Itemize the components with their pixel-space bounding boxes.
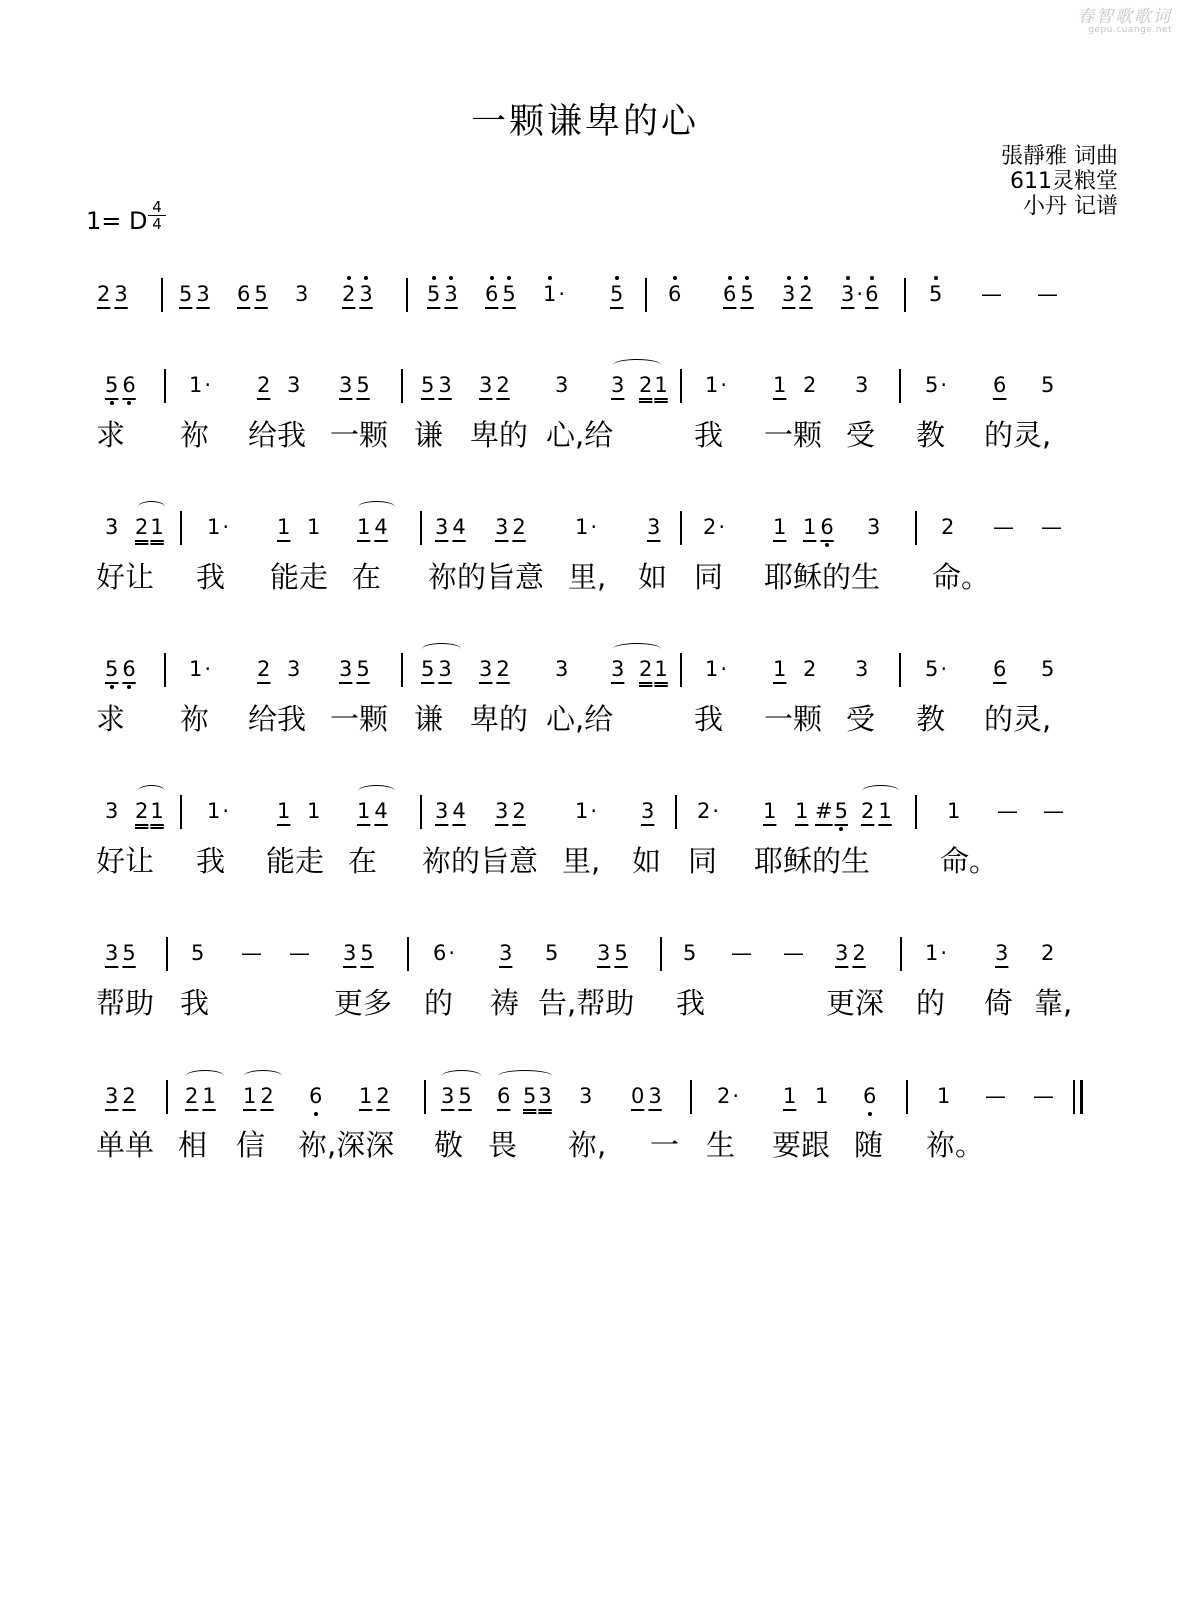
bar-line	[680, 369, 682, 403]
lyric-word: 畏	[488, 1128, 518, 1162]
bar-line	[180, 795, 182, 829]
bar-line	[401, 653, 403, 687]
tie-arc	[358, 501, 395, 513]
note-group: 3 5	[339, 373, 370, 397]
note-group: 0 3	[631, 1084, 662, 1108]
lyric-word: 给我	[248, 702, 307, 736]
lyric-word: 一颗	[330, 418, 389, 452]
note-group: 3	[641, 799, 655, 823]
lyric-word: 随	[854, 1128, 884, 1162]
time-signature	[148, 200, 166, 231]
time-signature-top: 4	[152, 198, 162, 216]
note-group: 5·	[925, 657, 948, 681]
lyric-word: 受	[846, 418, 876, 452]
lyric-line-1	[0, 419, 1200, 453]
note-group: 3	[579, 1084, 593, 1108]
note-group: 1·	[207, 799, 230, 823]
lyric-word: 倚	[984, 986, 1014, 1020]
bar-line	[166, 937, 168, 971]
lyric-word: 同	[688, 844, 718, 878]
note-group: 2 3	[97, 282, 128, 306]
page-title: 一颗谦卑的心	[470, 102, 699, 142]
lyric-word: 同	[694, 560, 724, 594]
lyric-word: 的灵,	[984, 418, 1052, 452]
lyric-word: 如	[638, 560, 668, 594]
lyric-word: 心,给	[546, 418, 614, 452]
lyric-word: 一颗	[764, 418, 823, 452]
note-group: 3 2	[105, 1084, 136, 1108]
note-group: 1	[307, 799, 321, 823]
lyric-word: 告,帮助	[538, 986, 635, 1020]
note-group: 6 5	[237, 282, 268, 306]
note-group: 2 1	[185, 1084, 216, 1108]
note-group: 5 3	[421, 657, 452, 681]
note-group: 3	[855, 657, 869, 681]
note-group: 2	[803, 657, 817, 681]
credit-source: 611灵粮堂	[1010, 169, 1118, 194]
lyric-word: 祢的旨意	[428, 560, 545, 594]
note-group: 3	[555, 657, 569, 681]
music-line-1	[0, 282, 1200, 322]
sustain-dash: —	[1041, 515, 1062, 539]
time-signature-bottom: 4	[152, 215, 162, 233]
note-group: 1	[815, 1084, 829, 1108]
sustain-dash: —	[1033, 1084, 1054, 1108]
note-group: 5 3	[421, 373, 452, 397]
note-group: 1	[947, 799, 961, 823]
lyric-word: 祢	[180, 702, 210, 736]
bar-line	[407, 937, 409, 971]
note-group: 3 2	[782, 282, 813, 306]
note-group: 5 3	[179, 282, 210, 306]
tie-arc	[358, 785, 395, 797]
note-group: 1	[773, 515, 787, 539]
lyric-word: 耶稣的生	[754, 844, 871, 878]
note-group: 3	[611, 373, 625, 397]
bar-line	[900, 937, 902, 971]
final-bar-thin	[1073, 1080, 1075, 1114]
lyric-word: 靠,	[1034, 986, 1073, 1020]
music-line-3	[0, 515, 1200, 555]
lyric-word: 命。	[932, 560, 991, 594]
lyric-word: 我	[196, 844, 226, 878]
lyric-word: 求	[96, 418, 126, 452]
sustain-dash: —	[731, 941, 752, 965]
bar-line	[690, 1080, 692, 1114]
lyric-line-3	[0, 703, 1200, 737]
lyric-word: 教	[916, 702, 946, 736]
music-line-4	[0, 657, 1200, 697]
credit-composer: 張靜雅 词曲	[1001, 144, 1118, 169]
lyric-word: 祢	[180, 418, 210, 452]
music-line-6	[0, 941, 1200, 981]
sustain-dash: —	[993, 515, 1014, 539]
lyric-word: 里,	[568, 560, 607, 594]
note-group: 6 5	[723, 282, 754, 306]
note-group: 3	[855, 373, 869, 397]
lyric-line-4	[0, 845, 1200, 879]
note-group: 1	[795, 799, 809, 823]
lyric-word: 更多	[334, 986, 393, 1020]
note-group: 3	[105, 799, 119, 823]
lyric-word: 的灵,	[984, 702, 1052, 736]
note-group: 3	[499, 941, 513, 965]
note-group: 3 5	[597, 941, 628, 965]
note-group: 3 5	[343, 941, 374, 965]
bar-line	[906, 1080, 908, 1114]
bar-line	[164, 369, 166, 403]
lyric-word: 好让	[96, 560, 155, 594]
key-signature: 1= D	[86, 207, 148, 235]
note-group: 3	[555, 373, 569, 397]
sustain-dash: —	[997, 799, 1018, 823]
bar-line	[401, 369, 403, 403]
credit-transcriber: 小丹 记谱	[1023, 194, 1118, 219]
bar-line	[915, 795, 917, 829]
note-group: 1	[277, 515, 291, 539]
note-group: 2	[1041, 941, 1055, 965]
note-group: 1	[937, 1084, 951, 1108]
lyric-word: 卑的	[470, 702, 529, 736]
lyric-word: 耶稣的生	[764, 560, 881, 594]
music-line-7	[0, 1084, 1200, 1124]
lyric-word: 心,给	[546, 702, 614, 736]
note-group: 2·	[697, 799, 720, 823]
lyric-word: 祢,	[568, 1128, 607, 1162]
note-group: 1 2	[243, 1084, 274, 1108]
note-group: 1·	[207, 515, 230, 539]
sustain-dash: —	[1037, 282, 1058, 306]
sustain-dash: —	[289, 941, 310, 965]
lyric-word: 里,	[562, 844, 601, 878]
lyric-word: 祢,深深	[298, 1128, 395, 1162]
note-group: 3	[105, 515, 119, 539]
bar-line	[161, 278, 163, 312]
note-group: 3	[867, 515, 881, 539]
tie-arc	[442, 1070, 481, 1082]
note-group: 3 4	[435, 799, 466, 823]
sustain-dash: —	[1043, 799, 1064, 823]
sustain-dash: —	[783, 941, 804, 965]
note-group: 5	[1041, 373, 1055, 397]
note-group: 21	[135, 515, 164, 539]
lyric-word: 谦	[414, 418, 444, 452]
bar-line	[680, 653, 682, 687]
note-group: 3	[995, 941, 1009, 965]
note-group: 2·	[717, 1084, 740, 1108]
note-group: 3·6	[841, 282, 879, 306]
note-group: 21	[639, 373, 668, 397]
lyric-word: 我	[180, 986, 210, 1020]
lyric-word: 给我	[248, 418, 307, 452]
note-group: 1 4	[357, 515, 388, 539]
lyric-word: 求	[96, 702, 126, 736]
note-group: 3	[295, 282, 309, 306]
lyric-word: 受	[846, 702, 876, 736]
bar-line	[166, 1080, 168, 1114]
bar-line	[406, 278, 408, 312]
note-group: 1 4	[357, 799, 388, 823]
note-group: 5 6	[105, 657, 136, 681]
watermark-url: gepu.cuange.net	[1088, 25, 1172, 35]
lyric-word: 祷	[490, 986, 520, 1020]
note-group: #5	[815, 799, 848, 823]
note-group: 21	[135, 799, 164, 823]
note-group: 3 2	[835, 941, 866, 965]
note-group: 2	[803, 373, 817, 397]
note-group: 6	[309, 1084, 323, 1108]
bar-line	[899, 369, 901, 403]
note-group: 53	[523, 1084, 552, 1108]
lyric-word: 敬	[434, 1128, 464, 1162]
lyric-word: 更深	[826, 986, 885, 1020]
note-group: 5·	[925, 373, 948, 397]
bar-line	[420, 511, 422, 545]
lyric-word: 帮助	[96, 986, 155, 1020]
tie-arc	[422, 643, 461, 655]
lyric-word: 要跟	[772, 1128, 831, 1162]
lyric-word: 在	[348, 844, 378, 878]
lyric-word: 我	[694, 702, 724, 736]
tie-arc	[138, 785, 165, 797]
lyric-word: 生	[706, 1128, 736, 1162]
lyric-word: 祢。	[926, 1128, 985, 1162]
note-group: 3	[647, 515, 661, 539]
bar-line	[904, 278, 906, 312]
note-group: 1·	[575, 799, 598, 823]
note-group: 2·	[703, 515, 726, 539]
note-group: 3 4	[435, 515, 466, 539]
note-group: 1	[773, 657, 787, 681]
lyric-line-2	[0, 561, 1200, 595]
note-group: 5	[545, 941, 559, 965]
note-group: 6 5	[485, 282, 516, 306]
bar-line	[645, 278, 647, 312]
lyric-line-6	[0, 1129, 1200, 1163]
lyric-word: 谦	[414, 702, 444, 736]
note-group: 5	[1041, 657, 1055, 681]
note-group: 1·	[575, 515, 598, 539]
bar-line	[675, 795, 677, 829]
note-group: 6	[497, 1084, 511, 1108]
note-group: 21	[639, 657, 668, 681]
lyric-word: 卑的	[470, 418, 529, 452]
note-group: 1 6	[803, 515, 834, 539]
bar-line	[180, 511, 182, 545]
lyric-word: 的	[916, 986, 946, 1020]
note-group: 1·	[543, 282, 566, 306]
note-group: 2 3	[342, 282, 373, 306]
bar-line	[164, 653, 166, 687]
note-group: 1	[773, 373, 787, 397]
note-group: 1	[763, 799, 777, 823]
tie-arc	[613, 643, 661, 655]
bar-line	[680, 511, 682, 545]
note-group: 1	[307, 515, 321, 539]
note-group: 3 5	[339, 657, 370, 681]
lyric-word: 如	[632, 844, 662, 878]
tie-arc	[186, 1070, 224, 1082]
note-group: 3 2	[495, 515, 526, 539]
watermark	[1077, 2, 1172, 35]
music-line-2	[0, 373, 1200, 413]
lyric-word: 相	[178, 1128, 208, 1162]
note-group: 3 5	[441, 1084, 472, 1108]
note-group: 2	[257, 373, 271, 397]
sustain-dash: —	[981, 282, 1002, 306]
lyric-word: 我	[196, 560, 226, 594]
tie-arc	[613, 359, 661, 371]
lyric-word: 教	[916, 418, 946, 452]
tie-arc	[862, 785, 899, 797]
lyric-word: 的	[424, 986, 454, 1020]
lyric-word: 一颗	[764, 702, 823, 736]
final-bar-thick	[1080, 1080, 1083, 1114]
music-line-5	[0, 799, 1200, 839]
note-group: 1·	[925, 941, 948, 965]
note-group: 3 2	[479, 373, 510, 397]
note-group: 3 2	[495, 799, 526, 823]
lyric-word: 信	[236, 1128, 266, 1162]
note-group: 6·	[433, 941, 456, 965]
sustain-dash: —	[241, 941, 262, 965]
credits	[1001, 144, 1118, 219]
note-group: 6	[863, 1084, 877, 1108]
watermark-logo: 春智歌歌词	[1077, 7, 1172, 27]
lyric-word: 祢的旨意	[422, 844, 539, 878]
note-group: 3 5	[105, 941, 136, 965]
note-group: 5	[929, 282, 943, 306]
lyric-word: 在	[352, 560, 382, 594]
lyric-word: 能走	[270, 560, 329, 594]
note-group: 2 1	[861, 799, 892, 823]
note-group: 3	[611, 657, 625, 681]
note-group: 1·	[189, 657, 212, 681]
lyric-word: 我	[676, 986, 706, 1020]
lyric-word: 单单	[96, 1128, 155, 1162]
note-group: 1 2	[359, 1084, 390, 1108]
note-group: 2	[257, 657, 271, 681]
note-group: 6	[993, 373, 1007, 397]
tie-arc	[138, 501, 165, 513]
bar-line	[420, 795, 422, 829]
tie-arc	[244, 1070, 282, 1082]
note-group: 1·	[705, 657, 728, 681]
note-group: 1	[783, 1084, 797, 1108]
note-group: 5	[191, 941, 205, 965]
note-group: 5 3	[427, 282, 458, 306]
note-group: 6	[993, 657, 1007, 681]
lyric-line-5	[0, 987, 1200, 1021]
bar-line	[899, 653, 901, 687]
note-group: 3	[287, 373, 301, 397]
sustain-dash: —	[985, 1084, 1006, 1108]
tie-arc	[498, 1070, 552, 1082]
note-group: 1·	[189, 373, 212, 397]
lyric-word: 命。	[940, 844, 999, 878]
note-group: 3	[287, 657, 301, 681]
note-group: 2	[941, 515, 955, 539]
note-group: 5	[610, 282, 624, 306]
lyric-word: 一颗	[330, 702, 389, 736]
bar-line	[660, 937, 662, 971]
lyric-word: 能走	[266, 844, 325, 878]
lyric-word: 我	[694, 418, 724, 452]
note-group: 1·	[705, 373, 728, 397]
note-group: 5 6	[105, 373, 136, 397]
note-group: 6	[668, 282, 682, 306]
note-group: 3 2	[479, 657, 510, 681]
bar-line	[424, 1080, 426, 1114]
lyric-word: 一	[650, 1128, 680, 1162]
lyric-word: 好让	[96, 844, 155, 878]
note-group: 1	[277, 799, 291, 823]
bar-line	[915, 511, 917, 545]
note-group: 5	[683, 941, 697, 965]
